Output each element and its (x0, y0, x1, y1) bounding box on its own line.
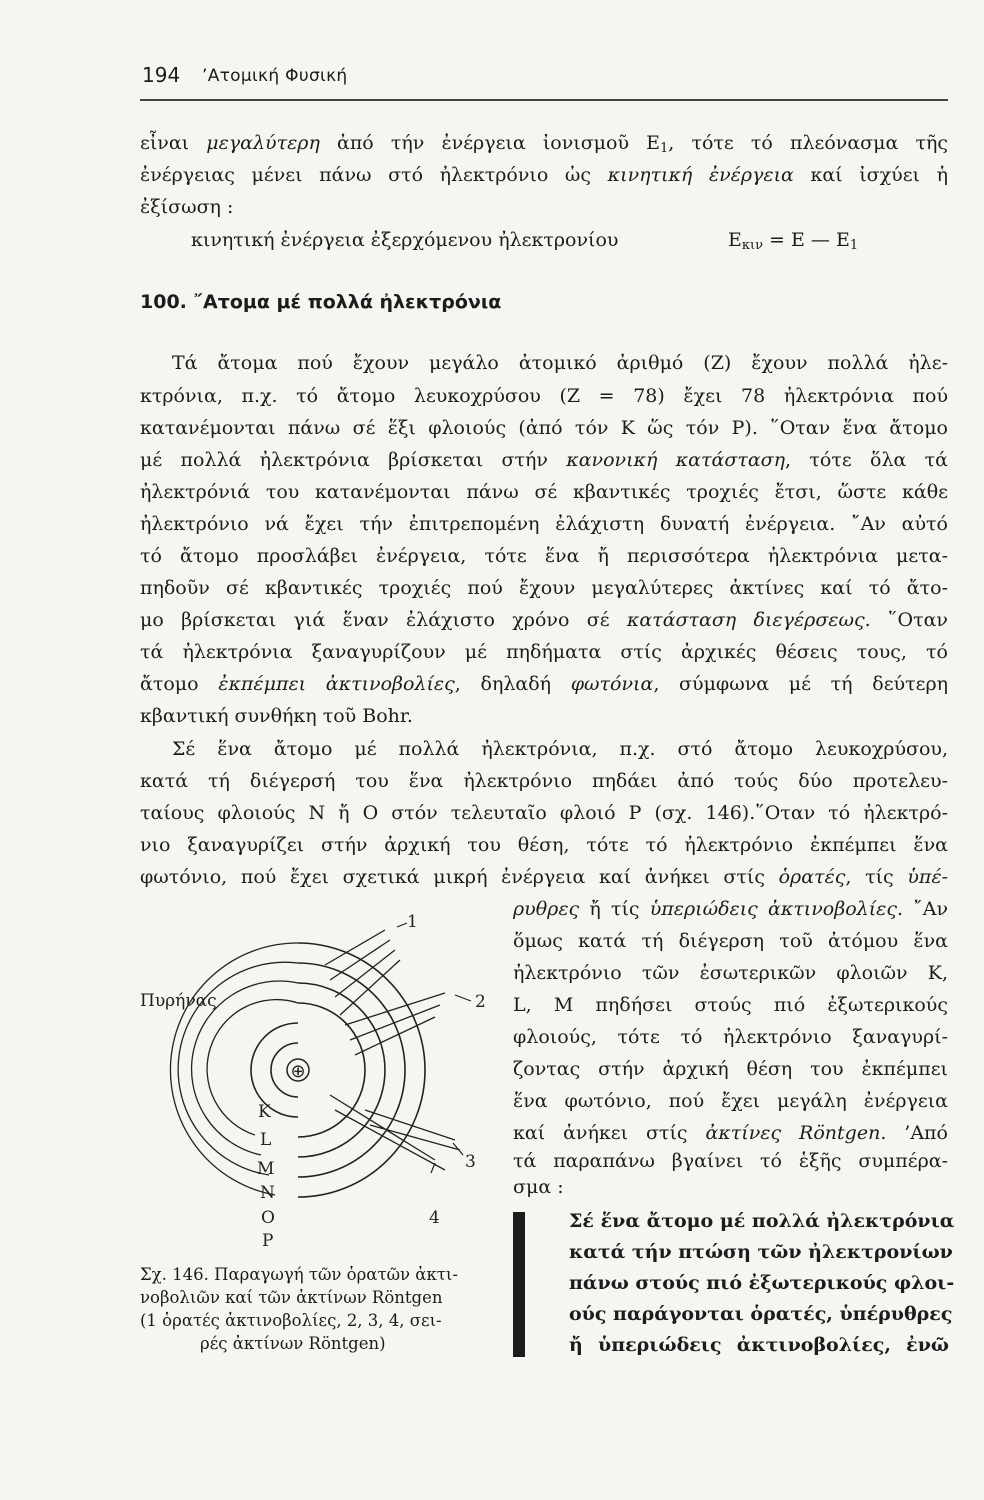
conclusion-line: πάνω στούς πιό ἐξωτερικούς φλοι- (569, 1272, 955, 1294)
text-line: Σέ ἕνα ἄτομο μέ πολλά ἠλεκτρόνια, π.χ. στό ἄτομο λευκοχρύσου, (172, 738, 948, 760)
text-line: Τά ἄτομα πού ἔχουν μεγάλο ἀτομικό ἀριθμό (Ζ) ἔχουν πολλά ἠλε- (172, 352, 948, 374)
text-line: καί ἀνήκει στίς ἀκτίνες Röntgen. ’Από (513, 1122, 948, 1144)
text-line: ἄτομο ἐκπέμπει ἀκτινοβολίες, δηλαδή φωτόνια, σύμφωνα μέ τή δεύτερη (140, 673, 948, 695)
text-line: μο βρίσκεται γιά ἕναν ἐλάχιστο χρόνο σέ κατάσταση διεγέρσεως. ῞Οταν (140, 609, 948, 631)
text-line: κατανέμονται πάνω σέ ἕξι φλοιούς (ἀπό τόν Κ ὥς τόν Ρ). ῞Οταν ἕνα ἄτομο (140, 417, 948, 439)
shell-label-n: N (260, 1183, 275, 1203)
text-line: σμα : (513, 1176, 564, 1198)
text-line: κβαντική συνθήκη τοῦ Bohr. (140, 705, 413, 727)
text-line: ὅμως κατά τή διέγερση τοῦ ἀτόμου ἕνα (513, 930, 948, 952)
text-line: κατά τή διέγερσή του ἕνα ἠλεκτρόνιο πηδάει ἀπό τούς δύο προτελευ- (140, 770, 948, 792)
callout-1: 1 (407, 912, 418, 932)
transition-arrows (325, 930, 460, 1170)
nucleus-label: Πυρήνας (140, 991, 217, 1011)
text-line: φωτόνιο, πού ἔχει σχετικά μικρή ἐνέργεια καί ἀνήκει στίς ὁρατές, τίς ὑπέ- (140, 866, 948, 888)
shell-label-k: K (258, 1102, 271, 1122)
text-line: ἠλεκτρόνιά του κατανέμονται πάνω σέ κβαντικές τροχιές ἔτσι, ὥστε κάθε (140, 481, 948, 503)
text-line: ἠλεκτρόνιο νά ἔχει τήν ἐπιτρεπομένη ἐλάχιστη δυνατή ἐνέργεια. ῎Αν αὐτό (140, 513, 948, 535)
text-line: κτρόνια, π.χ. τό ἄτομο λευκοχρύσου (Ζ = 78) ἔχει 78 ἠλεκτρόνια πού (140, 385, 948, 407)
conclusion-line: κατά τήν πτώση τῶν ἠλεκτρονίων (569, 1241, 953, 1263)
nucleus-symbol: ⊕ (290, 1061, 306, 1082)
text-line: ἕνα φωτόνιο, πού ἔχει μεγάλη ἐνέργεια (513, 1090, 948, 1112)
callout-2: 2 (475, 992, 486, 1012)
section-heading: 100. ῎Ατομα μέ πολλά ἠλεκτρόνια (140, 291, 502, 313)
callout-3: 3 (465, 1152, 476, 1172)
text-line: ἐξίσωση : (140, 196, 234, 218)
figure-caption-line: (1 ὁρατές ἀκτινοβολίες, 2, 3, 4, σει- (140, 1311, 442, 1330)
text-line: νιο ξαναγυρίζει στήν ἀρχική του θέση, τότε τό ἠλεκτρόνιο ἐκπέμπει ἕνα (140, 834, 948, 856)
callout-4: 4 (429, 1208, 440, 1228)
shell-n-arc (298, 983, 385, 1157)
running-title: ’Ατομική Φυσική (202, 66, 348, 86)
text-line: ἠλεκτρόνιο τῶν ἐσωτερικῶν φλοιῶν Κ, (513, 962, 948, 984)
text-line: ἐνέργειας μένει πάνω στό ἠλεκτρόνιο ὡς κινητική ἐνέργεια καί ἰσχύει ἡ (140, 164, 948, 186)
figure-caption-line: νοβολιῶν καί τῶν ἀκτίνων Röntgen (140, 1288, 443, 1307)
text-line: τό ἄτομο προσλάβει ἐνέργεια, τότε ἕνα ἤ περισσότερα ἠλεκτρόνια μετα- (140, 545, 948, 567)
shell-label-m: M (257, 1159, 275, 1179)
text-line: ζοντας στήν ἀρχική θέση του ἐκπέμπει (513, 1058, 948, 1080)
equation-label: κινητική ἐνέργεια ἐξερχόμενου ἠλεκτρονίου (191, 229, 619, 251)
shell-o-arc (298, 963, 405, 1177)
equation-formula: $E_{\kappa\iota\nu} = E$ — $E_1$ (728, 229, 859, 253)
shell-label-p: P (262, 1231, 274, 1251)
shell-label-l: L (260, 1130, 272, 1150)
text-line: τά παραπάνω βγαίνει τό ἑξῆς συμπέρα- (513, 1150, 948, 1172)
shell-left-arcs (170, 943, 298, 1195)
shell-p-arc (298, 943, 425, 1197)
page-header (140, 63, 948, 101)
text-line: ρυθρες ἤ τίς ὑπεριώδεις ἀκτινοβολίες. ῎Αν (513, 898, 949, 920)
conclusion-line: Σέ ἕνα ἄτομο μέ πολλά ἠλεκτρόνια (569, 1210, 955, 1232)
figure-caption-line: ρές ἀκτίνων Röntgen) (200, 1334, 386, 1353)
text-line: L, Μ πηδήσει στούς πιό ἐξωτερικούς (513, 994, 948, 1016)
text-line: τά ἠλεκτρόνια ξαναγυρίζουν μέ πηδήματα στίς ἀρχικές θέσεις τους, τό (140, 641, 948, 663)
text-line: μέ πολλά ἠλεκτρόνια βρίσκεται στήν κανονική κατάσταση, τότε ὅλα τά (140, 449, 948, 471)
text-line: πηδοῦν σέ κβαντικές τροχιές πού ἔχουν μεγαλύτερες ἀκτίνες καί τό ἄτο- (140, 577, 948, 599)
text-line: εἶναι μεγαλύτερη ἀπό τήν ἐνέργεια ἰονισμοῦ $E_1$, τότε τό πλεόνασμα τῆς (140, 132, 948, 156)
shell-label-o: O (261, 1208, 275, 1228)
figure-caption-line: Σχ. 146. Παραγωγή τῶν ὁρατῶν ἀκτι- (140, 1265, 458, 1284)
text-line: φλοιούς, τότε τό ἠλεκτρόνιο ξαναγυρί- (513, 1026, 948, 1048)
conclusion-marker-bar (513, 1212, 525, 1357)
atom-shell-diagram (135, 905, 505, 1255)
text-line: ταίους φλοιούς Ν ἤ Ο στόν τελευταῖο φλοιό Ρ (σχ. 146).῞Οταν τό ἠλεκτρό- (140, 802, 948, 824)
page-number: 194 (142, 63, 181, 87)
conclusion-line: ούς παράγονται ὁρατές, ὑπέρυθρες (569, 1303, 953, 1325)
conclusion-line: ἤ ὑπεριώδεις ἀκτινοβολίες, ἐνῶ (569, 1334, 949, 1356)
